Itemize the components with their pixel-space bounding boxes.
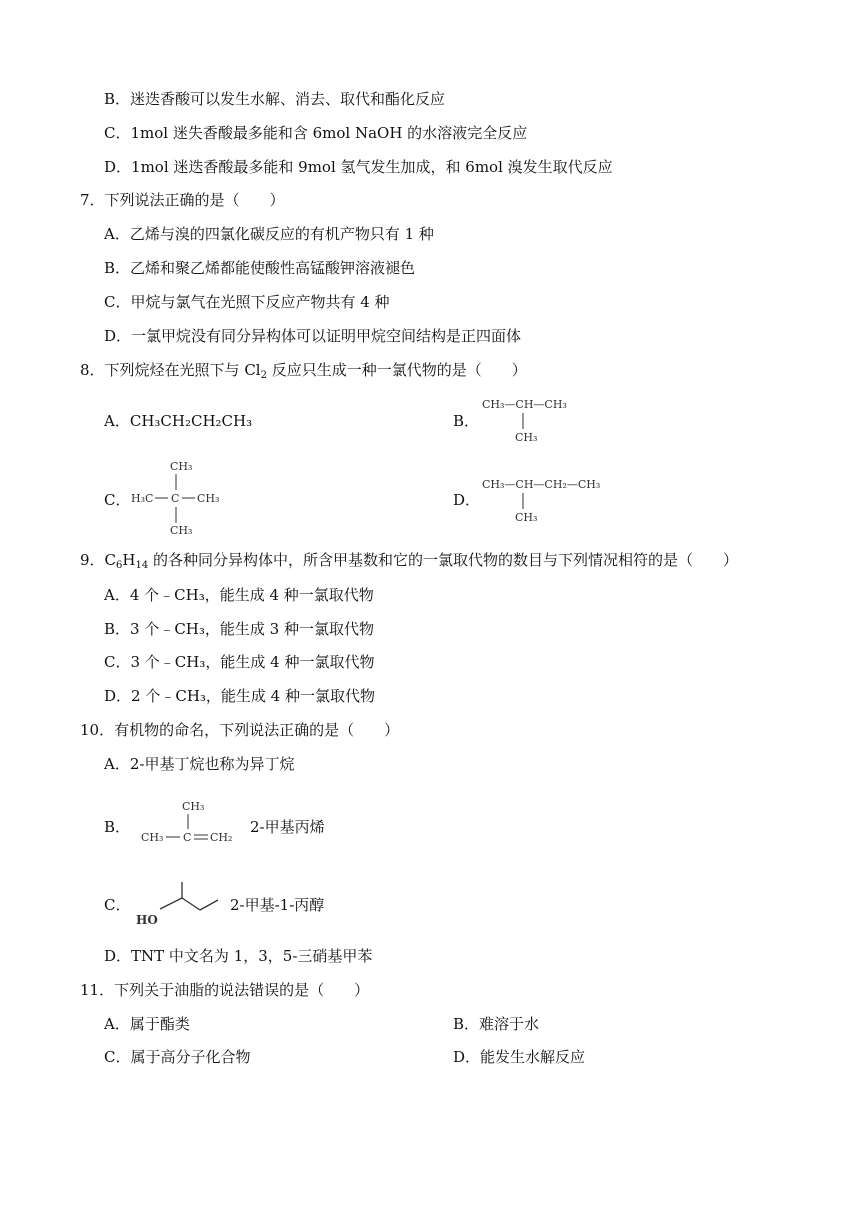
q10-option-c-structure xyxy=(134,876,224,930)
q10-option-b-structure xyxy=(138,796,248,854)
q9-option-b: B．3 个﹣CH₃，能生成 3 种一氯取代物 xyxy=(104,620,374,638)
q10-option-d: D．TNT 中文名为 1，3，5-三硝基甲苯 xyxy=(104,947,373,965)
svg-text:CH₃: CH₃ xyxy=(141,831,164,844)
q8-option-c-label: C． xyxy=(104,491,131,509)
q10-option-c-name: 2-甲基-1-丙醇 xyxy=(230,896,325,914)
q11-option-a: A．属于酯类 xyxy=(104,1015,190,1033)
q8-option-d-label: D． xyxy=(453,491,481,509)
q8-option-b-label: B． xyxy=(453,412,480,430)
q9-stem: 9．$C_6H_{14}$ 的各种同分异构体中，所含甲基数和它的一氯取代物的数目与下列情况相符的是（ ） xyxy=(80,551,739,571)
q8-option-b-structure xyxy=(480,393,590,445)
q8-option-a: A．CH₃CH₂CH₂CH₃ xyxy=(104,412,253,430)
q6-option-d: D．1mol 迷迭香酸最多能和 9mol 氢气发生加成，和 6mol 溴发生取代反应 xyxy=(104,158,613,176)
svg-text:CH₂: CH₂ xyxy=(210,831,233,844)
svg-text:CH₃—CH—CH₃: CH₃—CH—CH₃ xyxy=(482,398,567,411)
q10-option-c-label: C． xyxy=(104,896,131,914)
q10-stem: 10．有机物的命名，下列说法正确的是（ ） xyxy=(80,721,400,739)
q8-stem: 8．下列烷烃在光照下与 $Cl_2$ 反应只生成一种一氯代物的是（ ） xyxy=(80,361,527,381)
q7-option-a: A．乙烯与溴的四氯化碳反应的有机产物只有 1 种 xyxy=(104,225,434,243)
svg-text:C: C xyxy=(171,492,180,505)
q7-stem: 7．下列说法正确的是（ ） xyxy=(80,191,285,209)
q11-option-b: B．难溶于水 xyxy=(453,1015,540,1033)
q10-option-b-name: 2-甲基丙烯 xyxy=(250,818,325,836)
svg-text:H₃C: H₃C xyxy=(131,492,154,505)
svg-text:CH₃: CH₃ xyxy=(170,460,193,473)
svg-text:CH₃: CH₃ xyxy=(515,511,538,524)
svg-text:HO: HO xyxy=(136,913,158,927)
q9-option-a: A．4 个﹣CH₃，能生成 4 种一氯取代物 xyxy=(104,586,374,604)
q8-option-c-structure xyxy=(128,457,228,539)
svg-text:CH₃: CH₃ xyxy=(182,800,205,813)
svg-text:CH₃—CH—CH₂—CH₃: CH₃—CH—CH₂—CH₃ xyxy=(482,478,601,491)
q9-option-d: D．2 个﹣CH₃，能生成 4 种一氯取代物 xyxy=(104,687,375,705)
q11-stem: 11．下列关于油脂的说法错误的是（ ） xyxy=(80,981,370,999)
svg-text:CH₃: CH₃ xyxy=(170,524,193,537)
q11-option-d: D．能发生水解反应 xyxy=(453,1048,586,1066)
q11-option-c: C．属于高分子化合物 xyxy=(104,1048,251,1066)
svg-text:C: C xyxy=(183,831,192,844)
q7-option-b: B．乙烯和聚乙烯都能使酸性高锰酸钾溶液褪色 xyxy=(104,259,416,277)
q6-option-c: C．1mol 迷失香酸最多能和含 6mol NaOH 的水溶液完全反应 xyxy=(104,124,528,142)
q9-option-c: C．3 个﹣CH₃，能生成 4 种一氯取代物 xyxy=(104,653,375,671)
q10-option-b-label: B． xyxy=(104,818,131,836)
q8-option-d-structure xyxy=(480,473,620,525)
svg-text:CH₃: CH₃ xyxy=(197,492,220,505)
q7-option-c: C．甲烷与氯气在光照下反应产物共有 4 种 xyxy=(104,293,390,311)
q8-a-formula: CH₃CH₂CH₂CH₃ xyxy=(129,412,253,430)
svg-text:CH₃: CH₃ xyxy=(515,431,538,444)
q6-option-b: B．迷迭香酸可以发生水解、消去、取代和酯化反应 xyxy=(104,90,446,108)
q7-option-d: D．一氯甲烷没有同分异构体可以证明甲烷空间结构是正四面体 xyxy=(104,327,522,345)
q10-option-a: A．2-甲基丁烷也称为异丁烷 xyxy=(104,755,295,773)
